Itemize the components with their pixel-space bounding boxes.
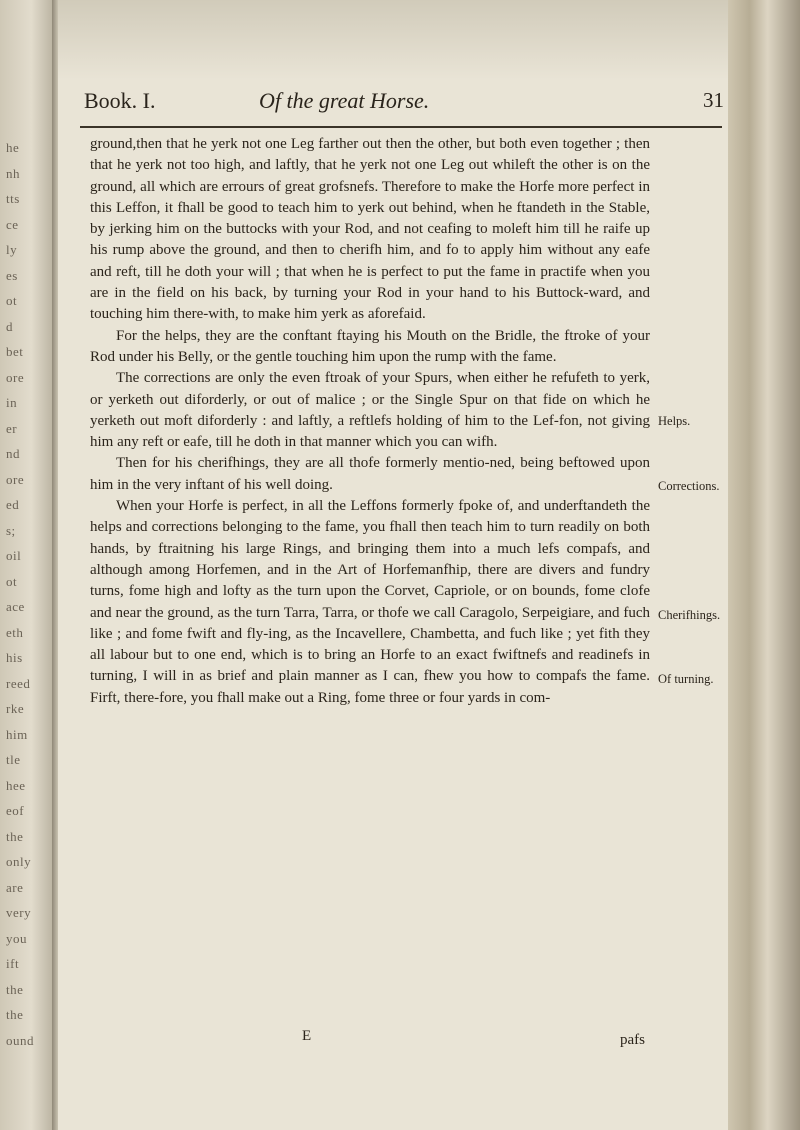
adjacent-page-fragment: nh	[6, 165, 20, 181]
adjacent-page-fragment: the	[6, 828, 24, 844]
adjacent-page-fragment: tle	[6, 752, 21, 767]
header-rule	[80, 126, 722, 128]
adjacent-page-fragment: s;	[6, 522, 16, 538]
adjacent-page-fragment: d	[6, 318, 13, 334]
adjacent-page-fragment: very	[6, 905, 32, 920]
adjacent-page-edge	[0, 0, 52, 1130]
adjacent-page-fragment: his	[6, 650, 23, 665]
running-title: Of the great Horse.	[259, 88, 430, 113]
paragraph: ground,then that he yerk not one Leg farther out then the other, but both even together ; then that he yerk not too high, and laftly, that he yerk not one Leg out whileft the other is on the ground, all which are errours of great grofsnefs. Therefore to make the Horfe more perfect in this Leffon, it fhall be good to teach him to yerk out behind, when he ftandeth in the Stable, by jerking him on the buttocks with your Rod, and not ceafing to moleft him till he raife up his rump above the ground, and then to cherifh him, and fo to apply him without any eafe and reft, till he doth your will ; that when he is perfect to put the fame in practife when you are in the field on his back, by turning your Rod in your hand to his Buttock-ward, and touching him there-with, to make him yerk as aforefaid.	[90, 136, 650, 323]
adjacent-page-fragment: ly	[6, 242, 18, 257]
adjacent-page-fragment: ound	[6, 1032, 34, 1048]
paragraph: When your Horfe is perfect, in all the Leffons formerly fpoke of, and underftandeth the helps and corrections belonging to the fame, you fhall then teach him to turn readily on both hands, by ftraitning his large Rings, and bringing them into a much lefs compafs, and although among Horfemen, and in the Art of Horfemanfhip, there are divers and fundry turns, fome high and lofty as the turn upon the Corvet, Capriole, or on bounds, fome clofe and near the ground, as the turn Tarra, Tarra, or thofe we call Caragolo, Serpeigiare, and fuch like ; and fome fwift and fly-ing, as the Incavellere, Chambetta, and fuch like ; yet fith they all labour but to one end, which is to bring an Horfe to an exact fwiftnefs and readinefs in turning, I will in as brief and plain manner as I can, fhew you how to compafs the fame. Firft, there-fore, you fhall make out a Ring, fome three or four yards in com-	[90, 498, 650, 706]
adjacent-page-fragment: hee	[6, 777, 26, 793]
adjacent-page-fragment: es	[6, 267, 18, 283]
adjacent-page-fragment: only	[6, 854, 32, 869]
adjacent-page-fragment: oil	[6, 548, 22, 563]
adjacent-page-fragment: ace	[6, 599, 25, 614]
running-header	[84, 88, 724, 128]
adjacent-page-fragment: ore	[6, 369, 25, 385]
adjacent-page-fragment: reed	[6, 675, 31, 691]
page-number: 31	[703, 88, 724, 112]
page-stack-edge	[728, 0, 800, 1130]
adjacent-page-fragment: tts	[6, 191, 20, 206]
catchword: pafs	[620, 1032, 645, 1048]
margin-note-corrections: Corrections.	[658, 479, 720, 493]
margin-note-turning: Of turning.	[658, 672, 714, 686]
body-text	[90, 134, 650, 709]
adjacent-page-fragment: ot	[6, 293, 18, 308]
adjacent-page-fragment: eth	[6, 624, 24, 640]
adjacent-page-fragment: eof	[6, 803, 25, 818]
adjacent-page-fragment: you	[6, 930, 27, 946]
adjacent-page-fragment: the	[6, 981, 24, 997]
adjacent-page-fragment: er	[6, 420, 18, 436]
adjacent-page-fragment: are	[6, 879, 24, 895]
paragraph: For the helps, they are the conftant ftaying his Mouth on the Bridle, the ftroke of your Rod under his Belly, or the gentle touching him upon the rump with the fame.	[90, 327, 650, 365]
adjacent-page-fragment: he	[6, 140, 20, 155]
margin-note-helps: Helps.	[658, 414, 691, 428]
book-number: Book. I.	[84, 88, 156, 113]
adjacent-page-fragment: ce	[6, 216, 19, 232]
adjacent-page-fragment: ot	[6, 573, 18, 589]
adjacent-page-fragment: rke	[6, 701, 25, 716]
adjacent-page-fragment: him	[6, 726, 28, 742]
paragraph: Then for his cherifhings, they are all thofe formerly mentio-ned, being beftowed upon him in the very inftant of his well doing.	[90, 455, 650, 493]
adjacent-page-fragment: the	[6, 1007, 24, 1022]
page-top-shadow	[58, 0, 728, 80]
adjacent-page-fragment: ed	[6, 497, 20, 512]
adjacent-page-fragment: in	[6, 395, 18, 410]
signature-mark: E	[302, 1028, 312, 1044]
adjacent-page-fragment: ore	[6, 471, 25, 487]
paragraph: The corrections are only the even ftroak of your Spurs, when either he refufeth to yerk, or yerketh out diforderly, or out of malice ; or the Single Spur on that fide on which he yerketh out moft diforderly : and laftly, a reftlefs holding of him to the Lef-fon, not giving him any reft or eafe, till he doth in that manner which you can wifh.	[90, 370, 650, 451]
adjacent-page-fragment: bet	[6, 344, 24, 359]
adjacent-page-fragment: nd	[6, 446, 20, 461]
margin-note-cherishings: Cherifhings.	[658, 608, 721, 622]
adjacent-page-fragment: ift	[6, 956, 20, 971]
